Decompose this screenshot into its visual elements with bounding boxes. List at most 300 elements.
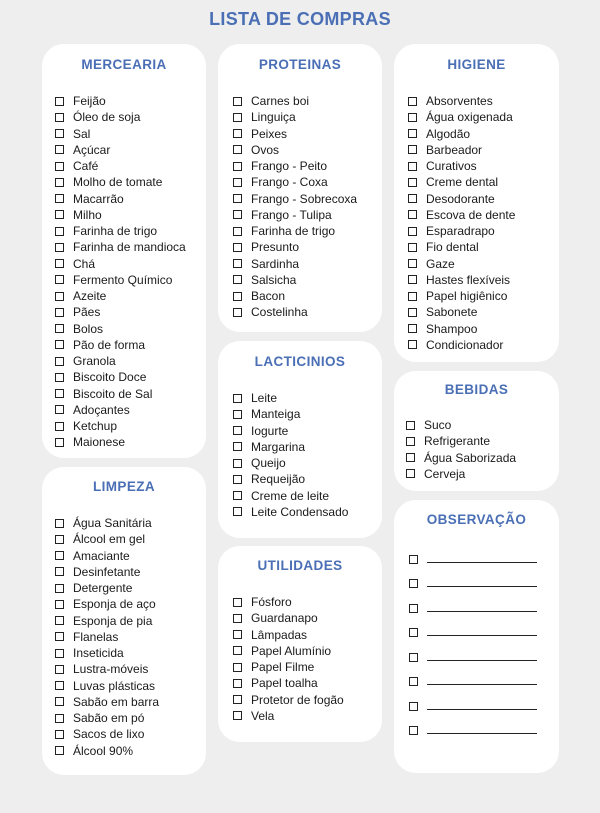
item-label: Chá [73, 256, 96, 271]
item-label: Água oxigenada [426, 110, 513, 125]
list-item[interactable] [233, 304, 382, 320]
item-label: Barbeador [426, 142, 483, 157]
item-label: Frango - Tulipa [251, 207, 332, 222]
list-item[interactable] [408, 109, 559, 125]
section-title-proteinas: PROTEINAS [258, 57, 342, 72]
checkbox-icon[interactable] [409, 555, 418, 564]
item-label: Salsicha [251, 272, 297, 287]
checkbox-icon[interactable] [55, 697, 64, 706]
checkbox-icon[interactable] [233, 259, 242, 268]
checkbox-icon[interactable] [55, 129, 64, 138]
checkbox-icon[interactable] [408, 275, 417, 284]
list-item[interactable] [55, 515, 206, 531]
blank-line[interactable] [427, 709, 537, 710]
item-label: Milho [73, 207, 102, 222]
item-label: Farinha de mandioca [73, 240, 186, 255]
list-item[interactable] [55, 710, 206, 726]
list-item[interactable] [55, 564, 206, 580]
item-label: Refrigerante [424, 434, 491, 449]
checkbox-icon[interactable] [233, 129, 242, 138]
item-label: Peixes [251, 126, 288, 141]
list-item[interactable] [233, 627, 382, 643]
list-item[interactable] [55, 434, 206, 450]
checkbox-icon[interactable] [55, 438, 64, 447]
item-label: Flanelas [73, 629, 119, 644]
list-mercearia [55, 93, 206, 451]
item-label: Esponja de pia [73, 613, 153, 628]
checkbox-icon[interactable] [233, 243, 242, 252]
checkbox-icon[interactable] [55, 649, 64, 658]
list-item[interactable] [55, 402, 206, 418]
checkbox-icon[interactable] [408, 340, 417, 349]
list-item[interactable] [233, 390, 382, 406]
checkbox-icon[interactable] [55, 194, 64, 203]
list-item[interactable] [55, 678, 206, 694]
page-title: LISTA DE COMPRAS [209, 9, 391, 29]
item-label: Esponja de aço [73, 597, 156, 612]
checkbox-icon[interactable] [409, 702, 418, 711]
item-label: Desodorante [426, 191, 495, 206]
list-item[interactable] [408, 223, 559, 239]
checkbox-icon[interactable] [408, 162, 417, 171]
checkbox-icon[interactable] [55, 714, 64, 723]
checkbox-icon[interactable] [233, 292, 242, 301]
checkbox-icon[interactable] [408, 243, 417, 252]
list-higiene [408, 93, 559, 353]
list-item[interactable] [55, 531, 206, 547]
list-item[interactable] [233, 692, 382, 708]
card-lacticinios [218, 341, 382, 538]
checkbox-icon[interactable] [233, 614, 242, 623]
item-label: Sardinha [251, 256, 300, 271]
item-label: Lâmpadas [251, 627, 308, 642]
item-label: Álcool em gel [73, 532, 146, 547]
list-item[interactable] [408, 207, 559, 223]
checkbox-icon[interactable] [408, 194, 417, 203]
checkbox-icon[interactable] [233, 679, 242, 688]
checkbox-icon[interactable] [55, 600, 64, 609]
checkbox-icon[interactable] [233, 475, 242, 484]
item-label: Shampoo [426, 321, 478, 336]
list-item[interactable] [408, 239, 559, 255]
list-item[interactable] [408, 337, 559, 353]
checkbox-icon[interactable] [55, 551, 64, 560]
list-item[interactable] [55, 548, 206, 564]
list-item[interactable] [408, 142, 559, 158]
item-label: Papel higiênico [426, 289, 508, 304]
item-label: Escova de dente [426, 207, 516, 222]
list-item[interactable] [408, 288, 559, 304]
list-item[interactable] [55, 126, 206, 142]
observacao-row[interactable] [409, 670, 559, 695]
card-proteinas [218, 44, 382, 332]
checkbox-icon[interactable] [409, 677, 418, 686]
card-utilidades [218, 546, 382, 742]
item-label: Iogurte [251, 423, 289, 438]
list-item[interactable] [55, 256, 206, 272]
checkbox-icon[interactable] [409, 579, 418, 588]
card-observacao [394, 500, 559, 773]
checkbox-icon[interactable] [233, 194, 242, 203]
item-label: Frango - Sobrecoxa [251, 191, 358, 206]
checkbox-icon[interactable] [55, 519, 64, 528]
checkbox-icon[interactable] [408, 145, 417, 154]
list-limpeza [55, 515, 206, 759]
list-item[interactable] [55, 369, 206, 385]
checkbox-icon[interactable] [233, 227, 242, 236]
item-label: Café [73, 159, 99, 174]
card-bebidas [394, 371, 559, 491]
observacao-row[interactable] [409, 694, 559, 719]
observacao-row[interactable] [409, 547, 559, 572]
checkbox-icon[interactable] [233, 663, 242, 672]
checkbox-icon[interactable] [233, 695, 242, 704]
item-label: Presunto [251, 240, 300, 255]
item-label: Farinha de trigo [251, 224, 336, 239]
checkbox-icon[interactable] [55, 162, 64, 171]
item-label: Leite [251, 391, 278, 406]
checkbox-icon[interactable] [55, 227, 64, 236]
checkbox-icon[interactable] [55, 97, 64, 106]
item-label: Papel Filme [251, 660, 315, 675]
list-item[interactable] [233, 272, 382, 288]
list-item[interactable] [408, 272, 559, 288]
list-item[interactable] [55, 109, 206, 125]
checkbox-icon[interactable] [233, 507, 242, 516]
observacao-lines [409, 547, 559, 743]
checkbox-icon[interactable] [55, 665, 64, 674]
item-label: Sabão em pó [73, 711, 145, 726]
blank-line[interactable] [427, 660, 537, 661]
item-label: Guardanapo [251, 611, 318, 626]
checkbox-icon[interactable] [408, 210, 417, 219]
blank-line[interactable] [427, 684, 537, 685]
list-item[interactable] [233, 659, 382, 675]
checkbox-icon[interactable] [409, 653, 418, 662]
list-item[interactable] [406, 466, 559, 482]
list-item[interactable] [55, 191, 206, 207]
item-label: Suco [424, 418, 452, 433]
item-label: Papel Alumínio [251, 643, 332, 658]
checkbox-icon[interactable] [55, 357, 64, 366]
list-item[interactable] [233, 675, 382, 691]
checkbox-icon[interactable] [408, 324, 417, 333]
blank-line[interactable] [427, 635, 537, 636]
checkbox-icon[interactable] [406, 421, 415, 430]
list-item[interactable] [233, 643, 382, 659]
item-label: Papel toalha [251, 676, 318, 691]
item-label: Molho de tomate [73, 175, 163, 190]
item-label: Luvas plásticas [73, 678, 156, 693]
section-title-observacao: OBSERVAÇÃO [426, 512, 527, 527]
item-label: Curativos [426, 159, 477, 174]
checkbox-icon[interactable] [406, 437, 415, 446]
checkbox-icon[interactable] [233, 178, 242, 187]
checkbox-icon[interactable] [55, 616, 64, 625]
list-item[interactable] [408, 256, 559, 272]
item-label: Leite Condensado [251, 504, 349, 519]
checkbox-icon[interactable] [233, 275, 242, 284]
checkbox-icon[interactable] [233, 97, 242, 106]
item-label: Margarina [251, 439, 306, 454]
section-title-higiene: HIGIENE [447, 57, 506, 72]
list-item[interactable] [408, 174, 559, 190]
checkbox-icon[interactable] [233, 210, 242, 219]
item-label: Biscoito Doce [73, 370, 147, 385]
list-item[interactable] [408, 158, 559, 174]
list-item[interactable] [233, 708, 382, 724]
checkbox-icon[interactable] [55, 373, 64, 382]
section-title-mercearia: MERCEARIA [81, 57, 167, 72]
checkbox-icon[interactable] [55, 210, 64, 219]
observacao-row[interactable] [409, 645, 559, 670]
list-item[interactable] [233, 504, 382, 520]
checkbox-icon[interactable] [408, 227, 417, 236]
section-title-limpeza: LIMPEZA [92, 479, 156, 494]
checkbox-icon[interactable] [55, 405, 64, 414]
list-item[interactable] [233, 239, 382, 255]
item-label: Fermento Químico [73, 272, 173, 287]
observacao-row[interactable] [409, 572, 559, 597]
checkbox-icon[interactable] [409, 628, 418, 637]
checkbox-icon[interactable] [406, 453, 415, 462]
list-item[interactable] [233, 594, 382, 610]
item-label: Sabão em barra [73, 694, 160, 709]
list-item[interactable] [233, 610, 382, 626]
list-item[interactable] [233, 488, 382, 504]
item-label: Azeite [73, 289, 107, 304]
list-item[interactable] [233, 109, 382, 125]
checkbox-icon[interactable] [233, 308, 242, 317]
item-label: Cerveja [424, 466, 466, 481]
list-item[interactable] [233, 207, 382, 223]
list-item[interactable] [55, 629, 206, 645]
list-item[interactable] [55, 158, 206, 174]
item-label: Creme de leite [251, 488, 330, 503]
list-item[interactable] [55, 694, 206, 710]
item-label: Amaciante [73, 548, 130, 563]
list-item[interactable] [55, 239, 206, 255]
item-label: Creme dental [426, 175, 499, 190]
checkbox-icon[interactable] [408, 113, 417, 122]
item-label: Água Sanitária [73, 516, 152, 531]
list-item[interactable] [408, 126, 559, 142]
checkbox-icon[interactable] [233, 145, 242, 154]
item-label: Condicionador [426, 337, 504, 352]
item-label: Água Saborizada [424, 450, 517, 465]
list-item[interactable] [55, 353, 206, 369]
list-item[interactable] [406, 450, 559, 466]
item-label: Linguiça [251, 110, 296, 125]
checkbox-icon[interactable] [233, 426, 242, 435]
list-item[interactable] [55, 321, 206, 337]
checkbox-icon[interactable] [55, 113, 64, 122]
item-label: Esparadrapo [426, 224, 495, 239]
blank-line[interactable] [427, 611, 537, 612]
checkbox-icon[interactable] [408, 129, 417, 138]
checkbox-icon[interactable] [408, 308, 417, 317]
list-item[interactable] [55, 661, 206, 677]
item-label: Óleo de soja [73, 110, 141, 125]
checkbox-icon[interactable] [408, 292, 417, 301]
checkbox-icon[interactable] [406, 469, 415, 478]
checkbox-icon[interactable] [233, 646, 242, 655]
list-item[interactable] [55, 174, 206, 190]
checkbox-icon[interactable] [409, 604, 418, 613]
list-item[interactable] [233, 423, 382, 439]
list-item[interactable] [233, 191, 382, 207]
blank-line[interactable] [427, 586, 537, 587]
checkbox-icon[interactable] [55, 389, 64, 398]
list-item[interactable] [233, 406, 382, 422]
observacao-row[interactable] [409, 719, 559, 744]
list-bebidas [406, 417, 559, 482]
checkbox-icon[interactable] [55, 584, 64, 593]
blank-line[interactable] [427, 562, 537, 563]
list-item[interactable] [55, 288, 206, 304]
checkbox-icon[interactable] [233, 491, 242, 500]
item-label: Biscoito de Sal [73, 386, 153, 401]
checkbox-icon[interactable] [55, 259, 64, 268]
list-item[interactable] [233, 126, 382, 142]
list-lacticinios [233, 390, 382, 520]
checkbox-icon[interactable] [55, 567, 64, 576]
list-item[interactable] [55, 743, 206, 759]
list-item[interactable] [233, 256, 382, 272]
list-item[interactable] [233, 471, 382, 487]
checkbox-icon[interactable] [55, 308, 64, 317]
item-label: Macarrão [73, 191, 124, 206]
item-label: Absorventes [426, 94, 493, 109]
item-label: Bacon [251, 289, 286, 304]
checkbox-icon[interactable] [233, 410, 242, 419]
list-item[interactable] [233, 439, 382, 455]
checkbox-icon[interactable] [233, 394, 242, 403]
list-item[interactable] [233, 142, 382, 158]
checkbox-icon[interactable] [55, 145, 64, 154]
blank-line[interactable] [427, 733, 537, 734]
checkbox-icon[interactable] [233, 162, 242, 171]
checkbox-icon[interactable] [55, 730, 64, 739]
list-utilidades [233, 594, 382, 724]
card-higiene [394, 44, 559, 362]
item-label: Bolos [73, 321, 104, 336]
list-item[interactable] [406, 433, 559, 449]
item-label: Álcool 90% [73, 743, 134, 758]
observacao-row[interactable] [409, 621, 559, 646]
list-item[interactable] [233, 174, 382, 190]
item-label: Maionese [73, 435, 126, 450]
list-item[interactable] [55, 337, 206, 353]
checkbox-icon[interactable] [55, 340, 64, 349]
observacao-row[interactable] [409, 596, 559, 621]
item-label: Pão de forma [73, 337, 146, 352]
item-label: Queijo [251, 456, 286, 471]
item-label: Carnes boi [251, 94, 310, 109]
item-label: Inseticida [73, 646, 124, 661]
item-label: Lustra-móveis [73, 662, 149, 677]
checkbox-icon[interactable] [55, 243, 64, 252]
checkbox-icon[interactable] [409, 726, 418, 735]
list-item[interactable] [408, 93, 559, 109]
item-label: Frango - Peito [251, 159, 328, 174]
list-item[interactable] [55, 726, 206, 742]
item-label: Adoçantes [73, 402, 130, 417]
checkbox-icon[interactable] [233, 442, 242, 451]
checkbox-icon[interactable] [233, 113, 242, 122]
list-item[interactable] [55, 580, 206, 596]
item-label: Protetor de fogão [251, 692, 344, 707]
list-item[interactable] [55, 272, 206, 288]
checkbox-icon[interactable] [55, 275, 64, 284]
checkbox-icon[interactable] [233, 711, 242, 720]
checkbox-icon[interactable] [55, 681, 64, 690]
checkbox-icon[interactable] [233, 598, 242, 607]
item-label: Vela [251, 708, 275, 723]
item-label: Pães [73, 305, 101, 320]
list-item[interactable] [55, 613, 206, 629]
checkbox-icon[interactable] [55, 292, 64, 301]
list-item[interactable] [408, 304, 559, 320]
list-item[interactable] [406, 417, 559, 433]
list-item[interactable] [408, 191, 559, 207]
checkbox-icon[interactable] [233, 630, 242, 639]
item-label: Frango - Coxa [251, 175, 328, 190]
list-item[interactable] [55, 596, 206, 612]
list-item[interactable] [233, 288, 382, 304]
list-item[interactable] [408, 321, 559, 337]
list-item[interactable] [55, 93, 206, 109]
list-item[interactable] [55, 386, 206, 402]
checkbox-icon[interactable] [55, 178, 64, 187]
section-title-utilidades: UTILIDADES [257, 558, 343, 573]
checkbox-icon[interactable] [55, 746, 64, 755]
list-item[interactable] [55, 207, 206, 223]
item-label: Requeijão [251, 472, 306, 487]
checkbox-icon[interactable] [233, 459, 242, 468]
item-label: Algodão [426, 126, 471, 141]
item-label: Gaze [426, 256, 455, 271]
card-limpeza [42, 467, 206, 775]
list-item[interactable] [55, 223, 206, 239]
list-item[interactable] [233, 158, 382, 174]
item-label: Açúcar [73, 142, 111, 157]
item-label: Ovos [251, 142, 280, 157]
checkbox-icon[interactable] [55, 324, 64, 333]
checkbox-icon[interactable] [55, 422, 64, 431]
list-item[interactable] [55, 418, 206, 434]
list-proteinas [233, 93, 382, 321]
list-item[interactable] [233, 93, 382, 109]
item-label: Fio dental [426, 240, 479, 255]
item-label: Farinha de trigo [73, 224, 158, 239]
list-item[interactable] [55, 304, 206, 320]
card-mercearia [42, 44, 206, 458]
list-item[interactable] [233, 455, 382, 471]
checkbox-icon[interactable] [408, 97, 417, 106]
list-item[interactable] [55, 142, 206, 158]
checkbox-icon[interactable] [55, 535, 64, 544]
item-label: Detergente [73, 581, 133, 596]
list-item[interactable] [233, 223, 382, 239]
checkbox-icon[interactable] [408, 259, 417, 268]
item-label: Manteiga [251, 407, 301, 422]
section-title-lacticinios: LACTICINIOS [254, 354, 346, 369]
checkbox-icon[interactable] [55, 632, 64, 641]
item-label: Feijão [73, 94, 106, 109]
checkbox-icon[interactable] [408, 178, 417, 187]
list-item[interactable] [55, 645, 206, 661]
